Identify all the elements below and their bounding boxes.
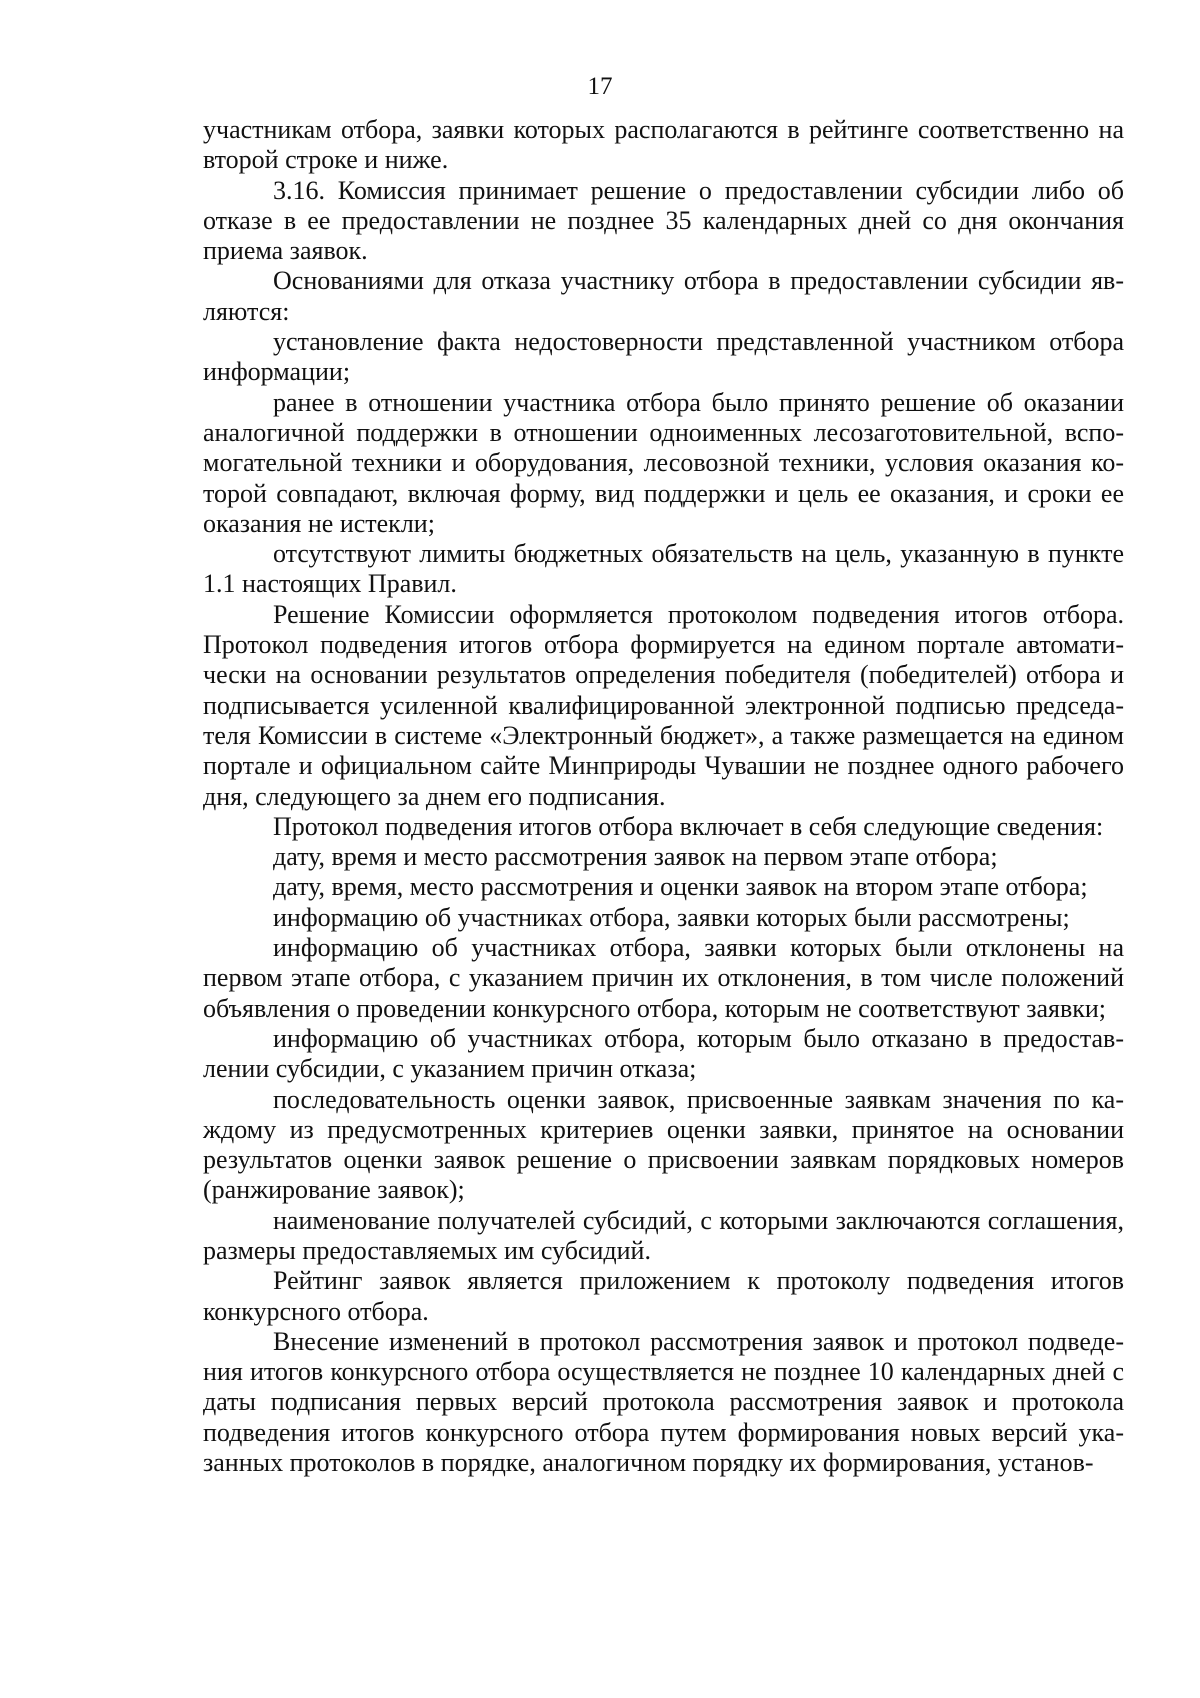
paragraph: Протокол подведения итогов отбора включает в себя следующие сведения:	[273, 811, 1104, 841]
paragraph: дату, время, место рассмотрения и оценки заявок на втором этапе отбора;	[273, 872, 1088, 902]
paragraph: Решение Комиссии оформляется протоколом подведения итогов отбора. Протокол подведения итогов отбора формируется на едином портале автоматически на основании результатов определения победителя (победителей) отбора и подписывается усиленной квалифицированной электронной подписью председателя Комиссии в системе «Электронный бюджет», а также размещается на едином портале и официальном сайте Минприроды Чувашии не позднее одного рабочего дня, следующего за днем его подписания.	[203, 599, 1124, 811]
paragraph: информацию об участниках отбора, заявки которых были рассмотрены;	[273, 902, 1070, 932]
paragraph: установление факта недостоверности представленной участником отбора информации;	[203, 327, 1124, 387]
paragraph: Внесение изменений в протокол рассмотрения заявок и протокол подведения итогов конкурсного отбора осуществляется не позднее 10 календарных дней с даты подписания первых версий протокола рассмотрения заявок и протокола подведения итогов конкурсного отбора путем формирования новых версий указанных протоколов в порядке, аналогичном порядку их формирования, установ-	[203, 1326, 1124, 1478]
paragraph: информацию об участниках отбора, которым было отказано в предоставлении субсидии, с указанием причин отказа;	[203, 1023, 1124, 1084]
page-number: 17	[587, 73, 613, 100]
paragraph: информацию об участниках отбора, заявки которых были отклонены на первом этапе отбора, с указанием причин их отклонения, в том числе положений объявления о проведении конкурсного отбора, которым не соответствуют заявки;	[203, 933, 1124, 1023]
paragraph: наименование получателей субсидий, с которыми заключаются соглашения, размеры предоставляемых им субсидий.	[203, 1205, 1124, 1265]
paragraph: последовательность оценки заявок, присвоенные заявкам значения по каждому из предусмотренных критериев оценки заявки, принятое на основании результатов оценки заявок решение о присвоении заявкам порядковых номеров (ранжирование заявок);	[203, 1084, 1124, 1205]
paragraph: участникам отбора, заявки которых располагаются в рейтинге соответственно на второй строке и ниже.	[203, 115, 1124, 175]
paragraph: дату, время и место рассмотрения заявок на первом этапе отбора;	[273, 842, 998, 872]
paragraph: Рейтинг заявок является приложением к протоколу подведения итогов конкурсного отбора.	[203, 1266, 1124, 1326]
paragraph: ранее в отношении участника отбора было принято решение об оказании аналогичной поддержки в отношении одноименных лесозаготовительной, вспомогательной техники и оборудования, лесовозной техники, условия оказания которой совпадают, включая форму, вид поддержки и цель ее оказания, и сроки ее оказания не истекли;	[203, 387, 1124, 538]
paragraph: отсутствуют лимиты бюджетных обязательств на цель, указанную в пункте 1.1 настоящих Правил.	[203, 539, 1124, 599]
paragraph: Основаниями для отказа участнику отбора в предоставлении субсидии являются:	[203, 266, 1124, 326]
paragraph: 3.16. Комиссия принимает решение о предоставлении субсидии либо об отказе в ее предоставлении не позднее 35 календарных дней со дня окончания приема заявок.	[203, 175, 1124, 266]
body-text	[203, 115, 1124, 1478]
